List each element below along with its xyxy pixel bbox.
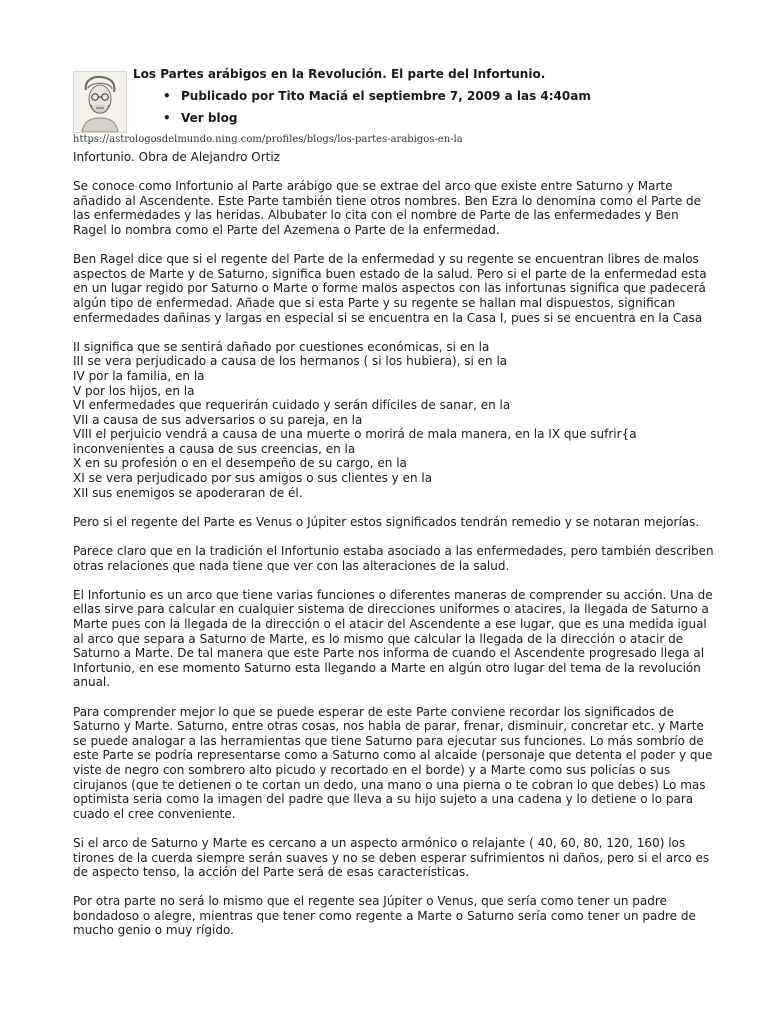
paragraph xyxy=(73,704,713,822)
paragraph-line: enfermedades dañinas y largas en especial si se encuentra en la Casa I, pues si se encuentra en la Casa xyxy=(73,310,703,325)
paragraph-line: El Infortunio es un arco que tiene varias funciones o diferentes maneras de comprender su acción. Una de xyxy=(73,587,713,602)
paragraph-line: Por otra parte no será lo mismo que el regente sea Júpiter o Venus, que sería como tener un padre xyxy=(73,894,667,909)
paragraph-line: II significa que se sentirá dañado por cuestiones económicas, si en la xyxy=(73,339,490,354)
post-title[interactable]: Los Partes arábigos en la Revolución. El parte del Infortunio. xyxy=(133,67,546,81)
paragraph-line: optimista seria como la imagen del padre que lleva a su hijo sujeto a una cadena y lo detiene o lo para xyxy=(73,792,694,807)
paragraph-line: VII a causa de sus adversarios o su pareja, en la xyxy=(73,412,363,427)
paragraph-line: de aspecto tenso, la acción del Parte será de esas características. xyxy=(73,865,470,880)
paragraph-line: X en su profesión o en el desempeño de su cargo, en la xyxy=(73,456,407,471)
author-portrait-icon xyxy=(74,72,126,132)
paragraph-line: Parece claro que en la tradición el Infortunio estaba asociado a las enfermedades, pero también describen xyxy=(73,544,714,559)
article-body xyxy=(73,150,714,953)
paragraph-line: cirujanos (que te detienen o te cortan un dedo, una mano o una pierna o te cobran lo que debes) Lo mas xyxy=(73,777,706,792)
paragraph xyxy=(73,587,713,690)
paragraph-line: cuado el cree conveniente. xyxy=(73,806,236,821)
paragraph-line: anual. xyxy=(73,675,111,690)
view-blog-item[interactable] xyxy=(163,109,591,131)
paragraph-line: Saturno y Marte. Saturno, entre otras cosas, nos habla de parar, frenar, disminuir, concretar etc. y Marte xyxy=(73,719,704,734)
paragraph-line: Infortunio, en ese momento Saturno esta llegando a Marte en algún otro lugar del tema de la revolución xyxy=(73,660,701,675)
paragraph-line: mucho genio o muy rígido. xyxy=(73,923,234,938)
paragraph-line: VIII el perjuicio vendrá a causa de una muerte o morirá de mala manera, en la IX que sufrir{a xyxy=(73,427,637,442)
paragraph-line: Marte pues con la llegada de la dirección o el atacir del Ascendente a ese lugar, que es una medida igual xyxy=(73,617,707,631)
paragraph-line: al arco que separa a Saturno de Marte, es lo mismo que calcular la llegada de la dirección o atacir de xyxy=(73,631,684,646)
paragraph-line: aspectos de Marte y de Saturno, significa buen estado de la salud. Pero si el parte de la enfermedad esta xyxy=(73,266,707,281)
paragraph-line: viste de negro con sombrero alto picudo y recortado en el borde) y a Marte como sus policías o sus xyxy=(73,762,671,777)
paragraph-line: Ragel lo nombra como el Parte del Azemena o Parte de la enfermedad. xyxy=(73,222,500,237)
paragraph-line: añadido al Ascendente. Este Parte también tiene otros nombres. Ben Ezra lo denomina como el Parte de xyxy=(73,193,702,208)
bullet-icon: • xyxy=(163,89,171,103)
paragraph-line: Ben Ragel dice que si el regente del Parte de la enfermedad y su regente se encuentran libres de malos xyxy=(73,252,699,267)
paragraph-line: las enfermedades y las heridas. Albubater lo cita con el nombre de Parte de las enfermedades y Ben xyxy=(73,208,679,223)
paragraph xyxy=(73,179,703,237)
paragraph xyxy=(73,544,714,573)
view-blog-link[interactable]: Ver blog xyxy=(181,111,238,125)
paragraph xyxy=(73,515,703,530)
paragraph-line: Saturno a Marte. De tal manera que este Parte nos informa de cuando el Ascendente progresado llega al xyxy=(73,646,705,661)
paragraph-line: Pero si el regente del Parte es Venus o Júpiter estos significados tendrán remedio y se notaran mejorías. xyxy=(73,514,700,529)
post-meta-list xyxy=(163,87,591,131)
paragraph-line: algún tipo de enfermedad. Añade que si esta Parte y su regente se hallan mal dispuestos, significan xyxy=(73,295,676,310)
paragraph-line: inconvenientes a causa de sus creencias, en la xyxy=(73,441,356,456)
published-info-item xyxy=(163,87,591,109)
paragraph-line: III se vera perjudicado a causa de los hermanos ( si los hubiera), si en la xyxy=(73,354,508,369)
paragraph-line: Si el arco de Saturno y Marte es cercano a un aspecto armónico o relajante ( 40, 60, 80, 120, 160) los xyxy=(73,835,686,850)
bullet-icon: • xyxy=(163,111,171,125)
paragraph xyxy=(73,835,710,880)
paragraph xyxy=(73,340,703,501)
paragraph-line: Se conoce como Infortunio al Parte arábigo que se extrae del arco que existe entre Saturno y Marte xyxy=(73,179,673,194)
paragraph-line: Para comprender mejor lo que se puede esperar de este Parte conviene recordar los significados de xyxy=(73,704,675,719)
paragraph-line: V por los hijos, en la xyxy=(73,383,195,398)
paragraph-line: se puede analogar a las herramientas que tiene Saturno para ejecutar sus funciones. Lo más sombrío de xyxy=(73,733,704,748)
paragraph xyxy=(73,894,703,938)
paragraph-line: ellas sirve para calcular en cualquier sistema de direcciones uniformes o atacires, la llegada de Saturno a xyxy=(73,602,709,617)
article-heading: Infortunio. Obra de Alejandro Ortiz xyxy=(73,150,281,164)
paragraph-line: tirones de la cuerda siempre serán suaves y no se deben esperar sufrimientos ni daños, pero si el arco es xyxy=(73,850,710,865)
paragraph-line: este Parte se podría representarse como a Saturno como al alcaide (personaje que detenta el poder y que xyxy=(73,748,713,763)
paragraph-line: IV por la familia, en la xyxy=(73,368,205,383)
paragraph-line: bondadoso o alegre, mientras que tener como regente a Marte o Saturno sería como tener un padre de xyxy=(73,908,696,923)
published-info: Publicado por Tito Maciá el septiembre 7, 2009 a las 4:40am xyxy=(181,89,591,103)
author-avatar[interactable] xyxy=(73,71,127,133)
source-url[interactable]: https://astrologosdelmundo.ning.com/profiles/blogs/los-partes-arabigos-en-la xyxy=(73,134,463,145)
paragraph-line: en un lugar regido por Saturno o Marte o forme malos aspectos con las infortunas significa que padecerá xyxy=(73,281,706,296)
paragraph-line: XI se vera perjudicado por sus amigos o sus clientes y en la xyxy=(73,471,433,486)
paragraph-line: XII sus enemigos se apoderaran de él. xyxy=(73,485,303,500)
paragraph-line: otras relaciones que nada tiene que ver con las alteraciones de la salud. xyxy=(73,558,510,573)
paragraph xyxy=(73,252,707,325)
paragraph-line: VI enfermedades que requerirán cuidado y serán difíciles de sanar, en la xyxy=(73,398,511,413)
